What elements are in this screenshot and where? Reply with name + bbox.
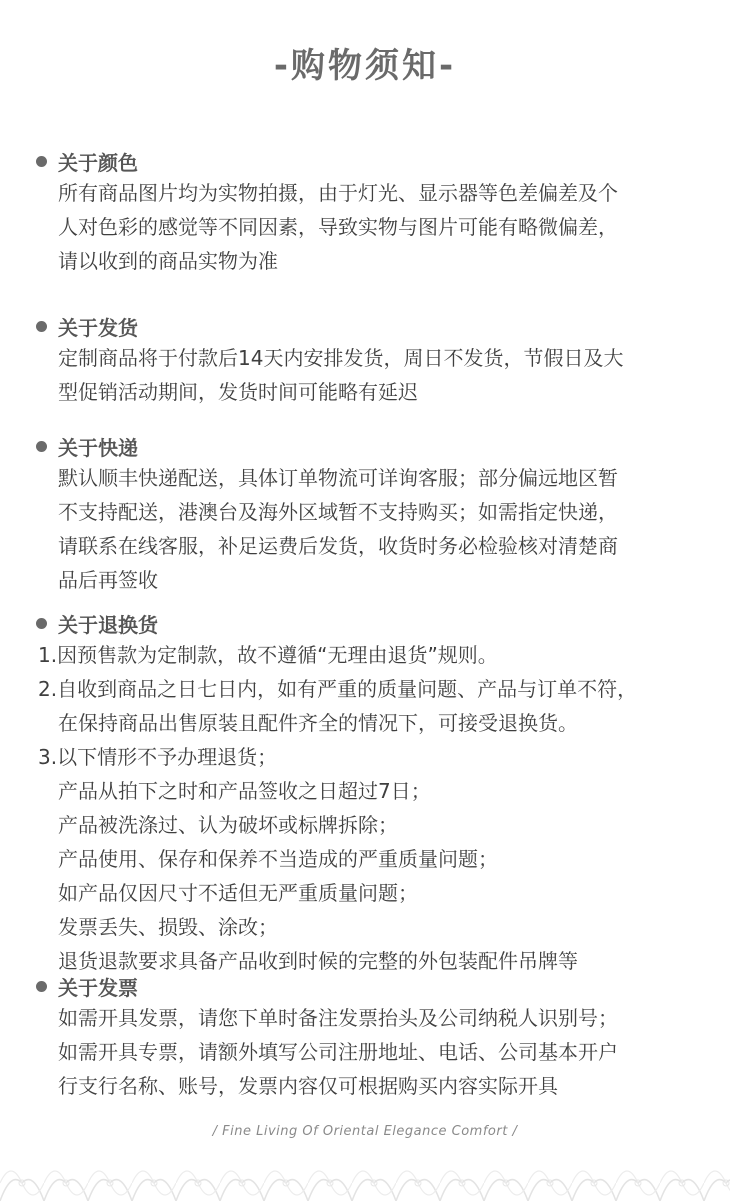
decorative-pattern — [0, 1163, 730, 1201]
bullet-dot-icon — [36, 618, 47, 629]
returns-sub-item: 产品使用、保存和保养不当造成的严重质量问题； — [58, 847, 498, 871]
express-line: 请联系在线客服，补足运费后发货，收货时务必检验核对清楚商 — [58, 534, 618, 558]
returns-item-3: 3.以下情形不予办理退货； — [38, 745, 278, 769]
section-express — [36, 431, 696, 597]
page-title: -购物须知- — [273, 46, 457, 86]
section-color — [36, 146, 696, 278]
express-line: 默认顺丰快递配送，具体订单物流可详询客服；部分偏远地区暂 — [58, 466, 618, 490]
heading-shipping: 关于发货 — [58, 315, 138, 340]
shipping-line: 定制商品将于付款后14天内安排发货，周日不发货，节假日及大 — [58, 346, 624, 370]
returns-item-2-cont: 在保持商品出售原装且配件齐全的情况下，可接受退换货。 — [58, 711, 578, 735]
invoice-line: 行支行名称、账号，发票内容仅可根据购买内容实际开具 — [58, 1074, 558, 1098]
returns-sub-item: 产品被洗涤过、认为破坏或标牌拆除； — [58, 813, 398, 837]
color-line: 所有商品图片均为实物拍摄，由于灯光、显示器等色差偏差及个 — [58, 181, 618, 205]
section-returns — [36, 608, 696, 978]
section-heading — [36, 146, 696, 176]
bullet-dot-icon — [36, 981, 47, 992]
section-shipping — [36, 311, 696, 409]
heading-invoice: 关于发票 — [58, 975, 138, 1000]
returns-sub-item: 退货退款要求具备产品收到时候的完整的外包装配件吊牌等 — [58, 949, 578, 973]
shipping-line: 型促销活动期间，发货时间可能略有延迟 — [58, 380, 418, 404]
bullet-dot-icon — [36, 321, 47, 332]
section-heading — [36, 431, 696, 461]
footer-slogan: / Fine Living Of Oriental Elegance Comfort / — [212, 1124, 518, 1139]
invoice-line: 如需开具发票，请您下单时备注发票抬头及公司纳税人识别号； — [58, 1006, 618, 1030]
heading-color: 关于颜色 — [58, 150, 138, 175]
section-invoice — [36, 971, 696, 1103]
bullet-dot-icon — [36, 156, 47, 167]
express-line: 品后再签收 — [58, 568, 158, 592]
color-line: 请以收到的商品实物为准 — [58, 249, 278, 273]
express-line: 不支持配送，港澳台及海外区域暂不支持购买；如需指定快递， — [58, 500, 618, 524]
section-heading — [36, 311, 696, 341]
color-line: 人对色彩的感觉等不同因素，导致实物与图片可能有略微偏差， — [58, 215, 618, 239]
returns-item-2: 2.自收到商品之日七日内，如有严重的质量问题、产品与订单不符， — [38, 677, 638, 701]
section-heading — [36, 971, 696, 1001]
section-heading — [36, 608, 696, 638]
heading-express: 关于快递 — [58, 435, 138, 460]
returns-sub-item: 如产品仅因尺寸不适但无严重质量问题； — [58, 881, 418, 905]
returns-sub-item: 产品从拍下之时和产品签收之日超过7日； — [58, 779, 431, 803]
returns-item-1: 1.因预售款为定制款，故不遵循“无理由退货”规则。 — [38, 643, 498, 667]
bullet-dot-icon — [36, 441, 47, 452]
invoice-line: 如需开具专票，请额外填写公司注册地址、电话、公司基本开户 — [58, 1040, 618, 1064]
returns-sub-item: 发票丢失、损毁、涂改； — [58, 915, 278, 939]
heading-returns: 关于退换货 — [58, 612, 158, 637]
